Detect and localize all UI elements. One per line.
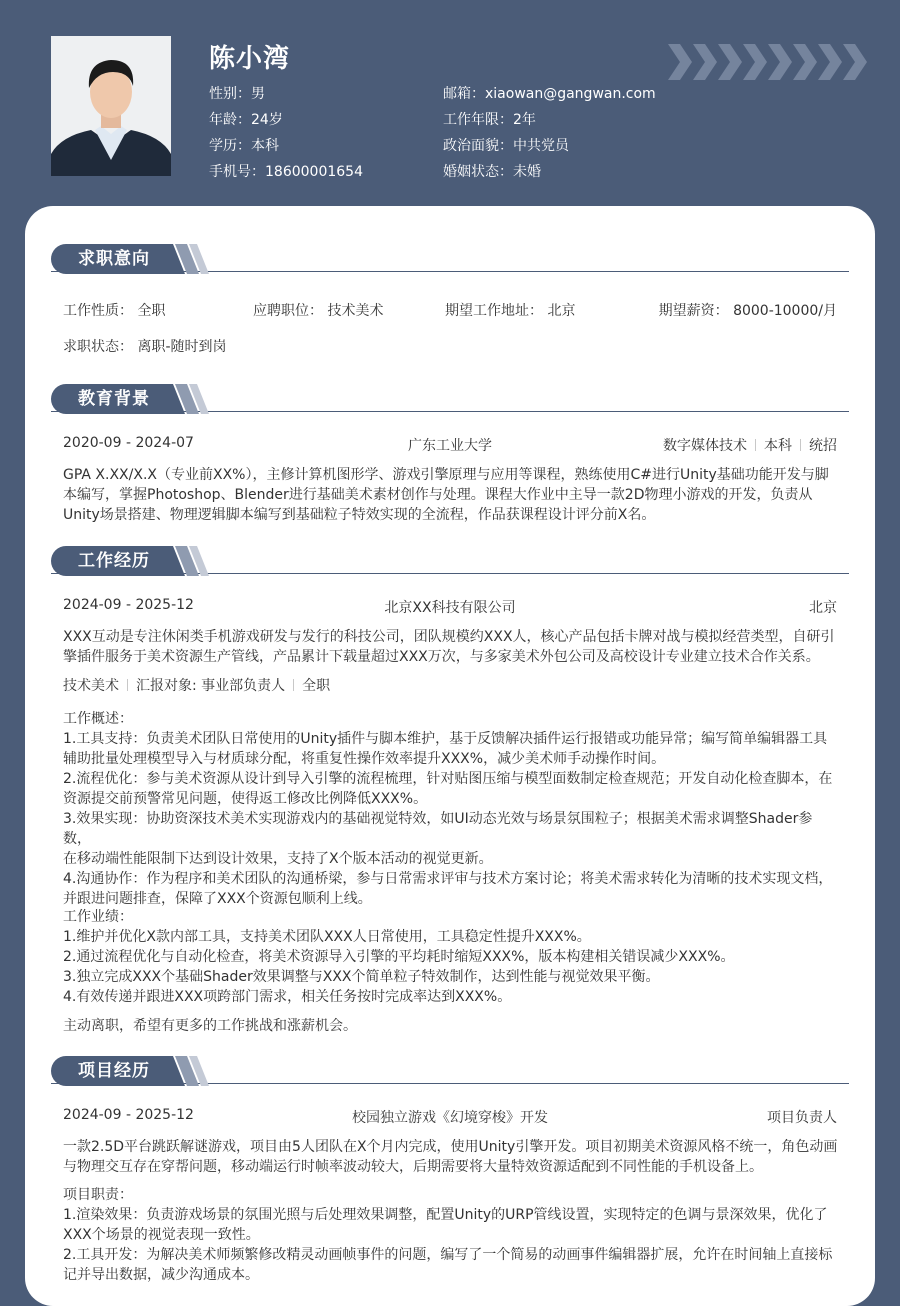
leave-reason: 主动离职，希望有更多的工作挑战和涨薪机会。 [63,1018,357,1034]
gender-info: 性别：男 [209,86,265,102]
section-title: 项目经历 [78,1061,150,1081]
years-info: 工作年限：2年 [443,112,536,128]
resume-body [25,206,875,1306]
project-role: 项目负责人 [767,1110,837,1126]
education-description: GPA X.XX/X.X（专业前XX%），主修计算机图形学、游戏引擎原理与应用等课程，熟练使用C#进行Unity基础功能开发与脚 本编写，掌握Photoshop、Blender进行基础美术素材创作与处理。课程大作业中主导一款2D物理小游戏的开发，负责从 Unity场景搭建、物理逻辑脚本编写到基础粒子特效实现的全流程，作品获课程设计评分前X名。 [63,467,829,523]
company-name: 北京XX科技有限公司 [384,600,516,616]
avatar [51,36,171,176]
project-intro: 一款2.5D平台跳跃解谜游戏，项目由5人团队在X个月内完成，使用Unity引擎开发。项目初期美术资源风格不统一，角色动画 与物理交互存在穿帮问题，移动端运行时帧率波动较大，后期需要将大量特效资源适配到不同性能的手机设备上。 [63,1139,838,1175]
school-name: 广东工业大学 [408,438,492,454]
section-title: 教育背景 [78,389,150,409]
chevron-decoration-icon [668,44,868,80]
project-name: 校园独立游戏《幻境穿梭》开发 [352,1110,548,1126]
section-header-education [51,382,849,414]
work-overview: 工作概述： 1.工具支持：负责美术团队日常使用的Unity插件与脚本维护，基于反馈解决插件运行报错或功能异常；编写简单编辑器工具 辅助批量处理模型导入与材质球分配，将重复性操作效率提升XXX%，减少美术师手动操作时间。 2.流程优化：参与美术资源从设计到导入引擎的流程梳理，针对贴图压缩与模型面数制定检查规范；开发自动化检查脚本，在 资源提交前预警常见问题，使得返工修改比例降低XXX%。 3.效果实现：协助资深技术美术实现游戏内的基础视觉特效，如UI动态光效与场景氛围粒子；根据美术需求调整Shader参数， 在移动端性能限制下达到设计效果，支持了X个版本活动的视觉更新。 4.沟通协作：作为程序和美术团队的沟通桥梁，参与日常需求评审与技术方案讨论；将美术需求转化为清晰的技术实现文档， 并跟进问题排查，保障了XXX个资源包顺利上线。 [63,711,833,907]
candidate-name: 陈小湾 [209,44,291,74]
job-position: 应聘职位： 技术美术 [253,303,384,319]
project-duties: 项目职责： 1.渲染效果：负责游戏场景的氛围光照与后处理效果调整，配置Unity的URP管线设置，实现特定的色调与景深效果，优化了 XXX个场景的视觉表现一致性。 2.工具开发：为解决美术师频繁修改精灵动画帧事件的问题，编写了一个简易的动画事件编辑器扩展，允许在时间轴上直接标 记并导出数据，减少沟通成本。 [63,1187,833,1283]
education-info: 学历：本科 [209,138,279,154]
section-header-project [51,1054,849,1086]
job-location: 期望工作地址： 北京 [445,303,576,319]
section-title: 工作经历 [78,551,150,571]
politics-info: 政治面貌：中共党员 [443,138,569,154]
age-info: 年龄：24岁 [209,112,283,128]
section-header-intent [51,242,849,274]
work-results: 工作业绩： 1.维护并优化X款内部工具，支持美术团队XXX人日常使用，工具稳定性提升XXX%。 2.通过流程优化与自动化检查，将美术资源导入引擎的平均耗时缩短XXX%，版本构建相关错误减少XXX%。 3.独立完成XXX个基础Shader效果调整与XXX个简单粒子特效制作，达到性能与视觉效果平衡。 4.有效传递并跟进XXX项跨部门需求，相关任务按时完成率达到XXX%。 [63,909,735,1005]
project-period: 2024-09 - 2025-12 [63,1107,194,1123]
work-city: 北京 [809,600,837,616]
education-period: 2020-09 - 2024-07 [63,435,194,451]
work-period: 2024-09 - 2025-12 [63,597,194,613]
phone-info: 手机号：18600001654 [209,164,363,180]
email-info: 邮箱：xiaowan@gangwan.com [443,86,656,102]
education-detail: 数字媒体技术 本科 统招 [663,438,837,454]
resume-header [0,0,900,215]
marital-info: 婚姻状态：未婚 [443,164,541,180]
job-status: 求职状态： 离职-随时到岗 [63,339,227,355]
job-type: 工作性质： 全职 [63,303,166,319]
section-title: 求职意向 [78,249,150,269]
work-meta: 技术美术 汇报对象: 事业部负责人 全职 [63,678,331,694]
job-salary: 期望薪资： 8000-10000/月 [658,303,837,319]
section-header-work [51,544,849,576]
company-intro: XXX互动是专注休闲类手机游戏研发与发行的科技公司，团队规模约XXX人，核心产品包括卡牌对战与模拟经营类型，自研引 擎插件服务于美术资源生产管线，产品累计下载量超过XXX万次，与多家美术外包公司及高校设计专业建立技术合作关系。 [63,629,835,665]
